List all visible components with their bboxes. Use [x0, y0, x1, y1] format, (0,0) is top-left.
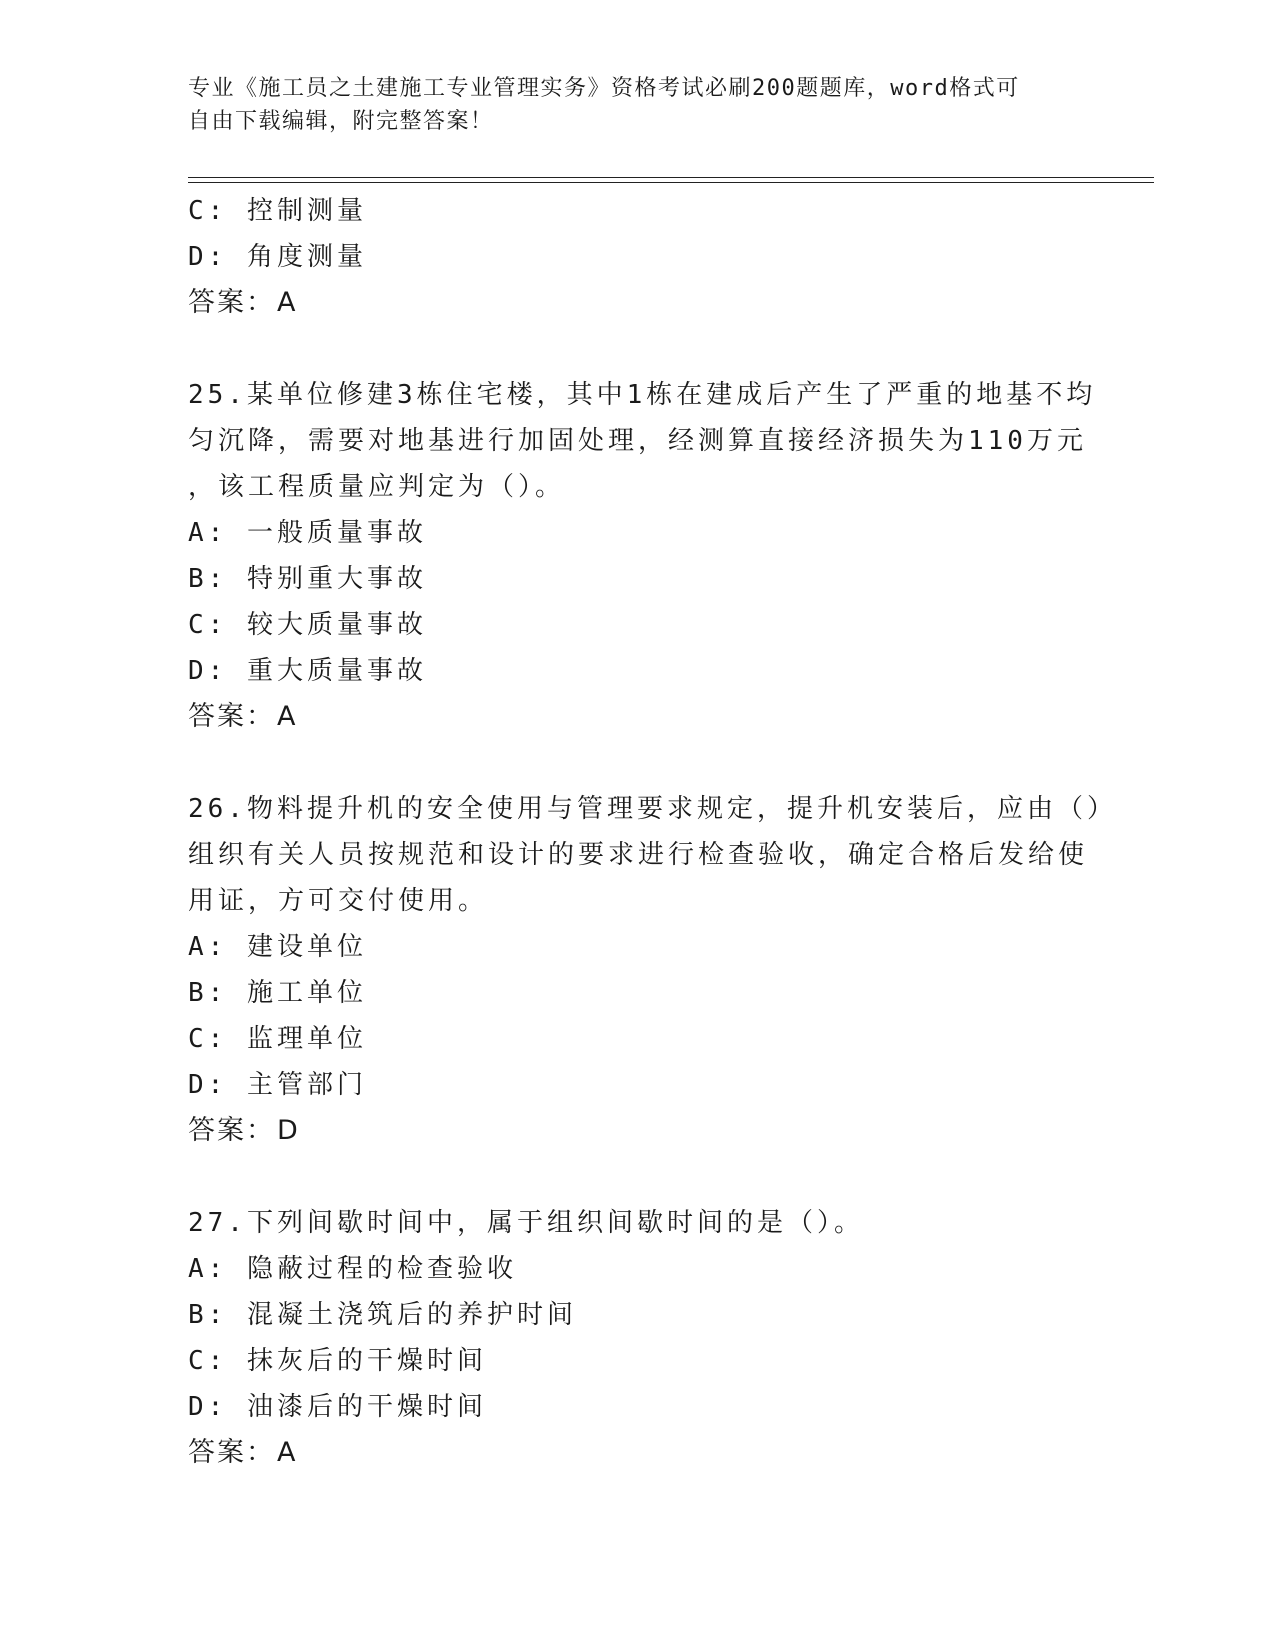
option-d: D: 重大质量事故: [188, 656, 427, 686]
question-26: [188, 786, 1117, 1154]
header-divider-bottom: [188, 182, 1154, 183]
option-d: D: 角度测量: [188, 242, 367, 272]
question-25: [188, 372, 1097, 740]
document-header: [188, 72, 1088, 138]
question-stem-line: ，该工程质量应判定为（）。: [188, 472, 566, 502]
header-line-1: 专业《施工员之土建施工专业管理实务》资格考试必刷200题题库，word格式可: [188, 76, 1020, 101]
option-d: D: 主管部门: [188, 1070, 367, 1100]
question-stem-line: 26.物料提升机的安全使用与管理要求规定，提升机安装后，应由（）: [188, 794, 1117, 824]
question-24-continued: [188, 188, 1088, 326]
option-c: C: 监理单位: [188, 1024, 367, 1054]
question-stem-line: 25.某单位修建3栋住宅楼，其中1栋在建成后产生了严重的地基不均: [188, 380, 1097, 410]
option-c: C: 较大质量事故: [188, 610, 427, 640]
question-stem-line: 用证，方可交付使用。: [188, 886, 489, 916]
option-b: B: 特别重大事故: [188, 564, 427, 594]
answer-line: 答案：A: [188, 701, 298, 732]
option-a: A: 建设单位: [188, 932, 367, 962]
question-stem-line: 组织有关人员按规范和设计的要求进行检查验收，确定合格后发给使: [188, 840, 1089, 870]
question-27: [188, 1200, 1088, 1476]
question-stem-line: 匀沉降，需要对地基进行加固处理，经测算直接经济损失为110万元: [188, 426, 1087, 456]
option-b: B: 混凝土浇筑后的养护时间: [188, 1300, 577, 1330]
question-list: [188, 188, 1117, 1476]
option-d: D: 油漆后的干燥时间: [188, 1392, 487, 1422]
option-c: C: 控制测量: [188, 196, 367, 226]
option-a: A: 一般质量事故: [188, 518, 427, 548]
answer-line: 答案：A: [188, 1437, 298, 1468]
answer-line: 答案：D: [188, 1115, 300, 1146]
option-b: B: 施工单位: [188, 978, 367, 1008]
question-stem-line: 27.下列间歇时间中，属于组织间歇时间的是（）。: [188, 1208, 864, 1238]
header-divider-top: [188, 177, 1154, 178]
answer-line: 答案：A: [188, 287, 298, 318]
header-line-2: 自由下载编辑，附完整答案！: [188, 109, 494, 134]
option-c: C: 抹灰后的干燥时间: [188, 1346, 487, 1376]
option-a: A: 隐蔽过程的检查验收: [188, 1254, 517, 1284]
